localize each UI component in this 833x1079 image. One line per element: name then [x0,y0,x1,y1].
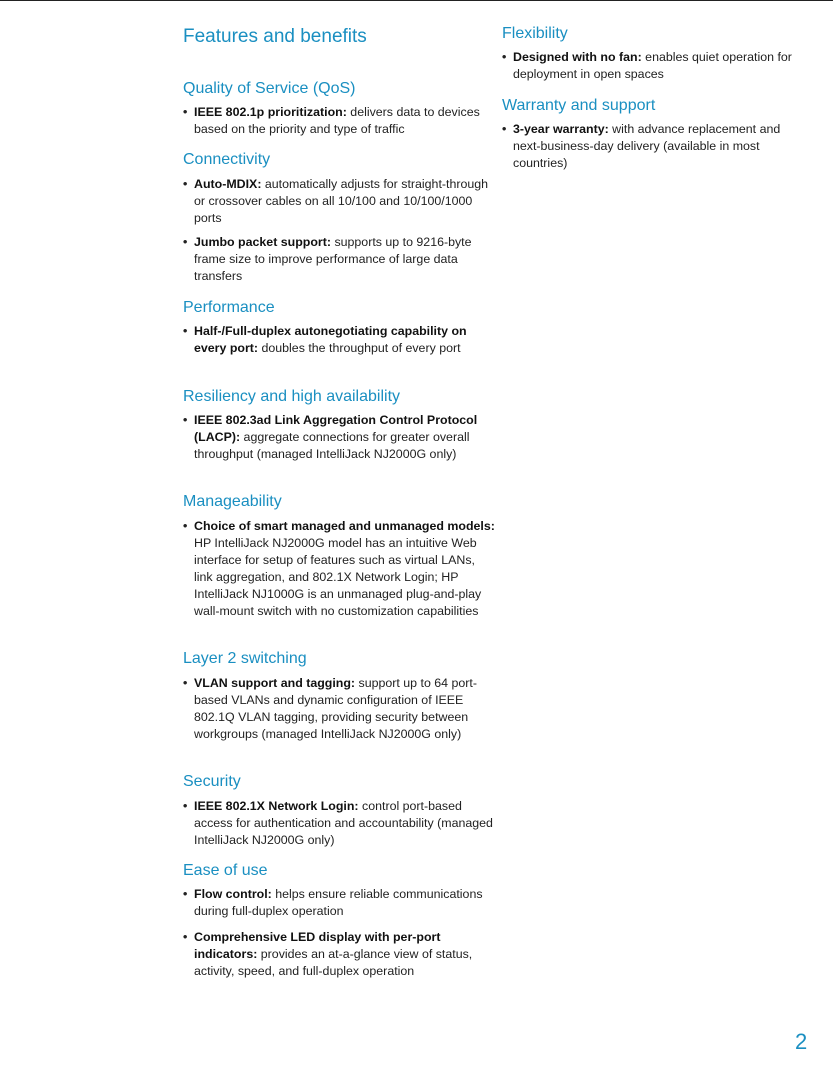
page-number: 2 [795,1029,808,1054]
bullet-item-warranty [502,121,807,172]
bullet-icon: • [502,50,507,64]
bullet-description: enables quiet operation for deployment in open spaces [513,50,792,81]
section-heading-warranty: Warranty and support [502,97,656,114]
bullet-icon: • [183,105,188,119]
section-heading-flexibility: Flexibility [502,25,568,42]
bullet-term: Comprehensive LED display with per-port indicators: [194,930,441,961]
bullet-description: delivers data to devices based on the priority and type of traffic [194,105,480,136]
bullet-description: control port-based access for authentication and accountability (managed IntelliJack NJ2000G only) [194,799,493,847]
bullet-icon: • [183,235,188,249]
bullet-item-ieee-8021p [183,104,495,138]
bullet-term: Jumbo packet support: [194,235,331,249]
bullet-term: Designed with no fan: [513,50,642,64]
bullet-item-led-display [183,929,495,980]
bullet-description: automatically adjusts for straight-through or crossover cables on all 10/100 and 10/100/1000 ports [194,177,489,225]
section-heading-ease-of-use: Ease of use [183,862,268,879]
section-heading-manageability: Manageability [183,493,282,510]
bullet-description: supports up to 9216-byte frame size to improve performance of large data transfers [194,235,472,283]
bullet-item-jumbo-packet [183,234,495,285]
section-heading-security: Security [183,773,241,790]
bullet-item-8021x [183,798,495,849]
section-heading-connectivity: Connectivity [183,151,271,168]
bullet-term: IEEE 802.1p prioritization: [194,105,347,119]
bullet-term: Choice of smart managed and unmanaged models: [194,519,495,533]
section-heading-qos: Quality of Service (QoS) [183,80,356,97]
section-heading-performance: Performance [183,299,275,316]
top-rule [0,0,833,1]
bullet-term: VLAN support and tagging: [194,676,356,690]
bullet-icon: • [183,519,188,533]
bullet-term: IEEE 802.3ad Link Aggregation Control Protocol (LACP): [194,413,478,444]
section-heading-layer2: Layer 2 switching [183,650,307,667]
bullet-description: aggregate connections for greater overall throughput (managed IntelliJack NJ2000G only) [194,430,470,461]
bullet-description: helps ensure reliable communications during full-duplex operation [194,887,483,918]
bullet-icon: • [183,324,188,338]
bullet-icon: • [183,887,188,901]
bullet-description: support up to 64 port-based VLANs and dynamic configuration of IEEE 802.1Q VLAN tagging, providing security between workgroups (managed IntelliJack NJ2000G only) [194,676,477,741]
bullet-item-duplex [183,323,495,357]
bullet-term: Auto-MDIX: [194,177,262,191]
bullet-item-managed-models [183,518,495,620]
page-title: Features and benefits [183,26,367,47]
bullet-description: HP IntelliJack NJ2000G model has an intuitive Web interface for setup of features such as virtual LANs, link aggregation, and 802.1X Network Login; HP IntelliJack NJ1000G is an unmanaged plug-and-play wall-mount switch with no customization capabilities [194,536,482,618]
section-heading-resiliency: Resiliency and high availability [183,388,401,405]
bullet-item-vlan [183,675,495,743]
bullet-item-no-fan [502,49,807,83]
bullet-term: IEEE 802.1X Network Login: [194,799,359,813]
bullet-term: Flow control: [194,887,272,901]
bullet-icon: • [183,177,188,191]
bullet-description: provides an at-a-glance view of status, activity, speed, and full-duplex operation [194,947,473,978]
bullet-icon: • [502,122,507,136]
bullet-icon: • [183,930,188,944]
bullet-icon: • [183,799,188,813]
bullet-description: with advance replacement and next-business-day delivery (available in most countries) [513,122,781,170]
bullet-icon: • [183,676,188,690]
bullet-term: 3-year warranty: [513,122,609,136]
bullet-item-lacp [183,412,495,463]
bullet-description: doubles the throughput of every port [258,341,461,355]
bullet-term: Half-/Full-duplex autonegotiating capability on every port: [194,324,467,355]
bullet-item-auto-mdix [183,176,495,227]
bullet-item-flow-control [183,886,495,920]
bullet-icon: • [183,413,188,427]
